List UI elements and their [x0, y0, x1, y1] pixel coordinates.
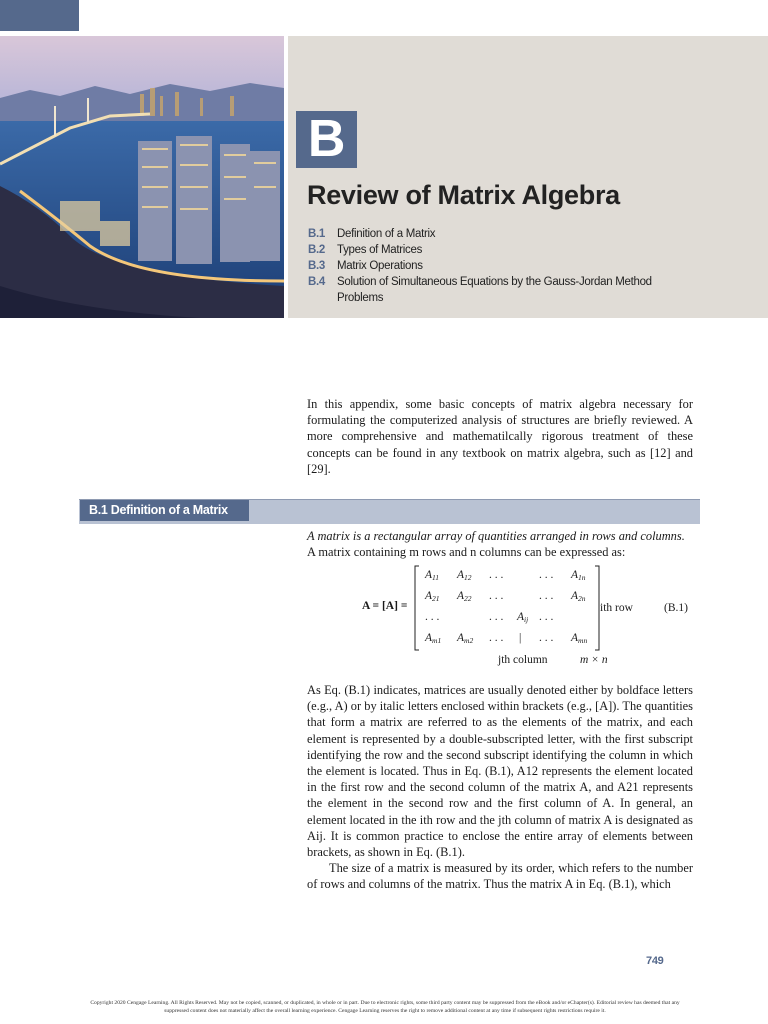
row-label: ith row — [600, 602, 633, 614]
matrix-elements: $A_{11}$ $A_{12}$ . . . . . . $A_{1n}$ $A_{21}$ $A_{22}$ . . . . . . $A_{2n}$ . . . . . . $A_{ij}$ . . . $A_{m1}$ $A_{m2}$ . . . | . . . $A_{mn}$ — [425, 569, 588, 645]
section-heading: B.1 Definition of a Matrix — [80, 500, 249, 521]
paragraph: As Eq. (B.1) indicates, matrices are usually denoted either by boldface letters (e.g., A) or by italic letters enclosed within brackets (e.g., [A]). The quantities that form a matrix are referred to as the elements of the matrix, and each element is represented by a double-subscripted letter, with the first subscript identifying the row and the second subscript identifying the column in which the element is located. Thus in Eq. (B.1), A12 represents the element located in the first row and the second column of the matrix A, and A21 represents the element in the second row and the first column of A. In general, an element located in the ith row and the jth column of matrix A is designated as Aij. It is common practice to enclose the entire array of elements between brackets, as shown in Eq. (B.1). — [307, 683, 693, 860]
matrix-size-label: m × n — [580, 654, 608, 666]
definition-statement: A matrix is a rectangular array of quantities arranged in rows and columns. — [307, 529, 685, 543]
paragraph: The size of a matrix is measured by its order, which refers to the number of rows and columns of the matrix. Thus the matrix A in Eq. (B.1), which — [307, 861, 693, 892]
matrix-equation — [300, 560, 700, 672]
toc-title: Problems — [337, 292, 384, 304]
page-number: 749 — [646, 955, 664, 967]
toc-item[interactable] — [308, 258, 728, 274]
toc-item[interactable] — [308, 226, 728, 242]
toc-title: Solution of Simultaneous Equations by the Gauss-Jordan Method — [337, 276, 652, 288]
toc-number: B.3 — [308, 260, 325, 272]
toc-title: Matrix Operations — [337, 260, 423, 272]
toc-item[interactable] — [308, 290, 728, 306]
equation-number: (B.1) — [664, 602, 688, 614]
matrix-definition — [307, 528, 693, 560]
chapter-title: Review of Matrix Algebra — [307, 180, 620, 210]
chapter-contents — [308, 226, 728, 306]
toc-title: Types of Matrices — [337, 244, 423, 256]
toc-title: Definition of a Matrix — [337, 228, 436, 240]
chapter-tab — [0, 0, 79, 31]
copyright-footer: Copyright 2020 Cengage Learning. All Rights Reserved. May not be copied, scanned, or duplicated, in whole or in part. Due to electronic rights, some third party content may be suppressed from the eBook and/or eChapter(s). Editorial review has deemed that any suppressed content does not materially affect the overall learning experience. Cengage Learning reserves the right to remove additional content at any time if subsequent rights restrictions require it. — [90, 1000, 680, 1014]
toc-item[interactable] — [308, 242, 728, 258]
toc-number: B.4 — [308, 276, 325, 288]
toc-number: B.2 — [308, 244, 325, 256]
body-text — [307, 682, 693, 893]
column-label: jth column — [498, 654, 548, 666]
city-night-photo — [0, 36, 284, 318]
intro-paragraph: In this appendix, some basic concepts of matrix algebra necessary for formulating the computerized analysis of structures are briefly reviewed. A more comprehensive and mathematilcally rigorous treatment of these concepts can be found in any textbook on matrix algebra, such as [12] and [29]. — [307, 397, 693, 476]
definition-lead-in: A matrix containing m rows and n columns can be expressed as: — [307, 545, 626, 560]
chapter-letter: B — [296, 111, 357, 168]
toc-item[interactable] — [308, 274, 728, 290]
toc-number — [308, 290, 337, 306]
equation-lhs: A = [A] = — [362, 600, 408, 612]
toc-number: B.1 — [308, 228, 325, 240]
